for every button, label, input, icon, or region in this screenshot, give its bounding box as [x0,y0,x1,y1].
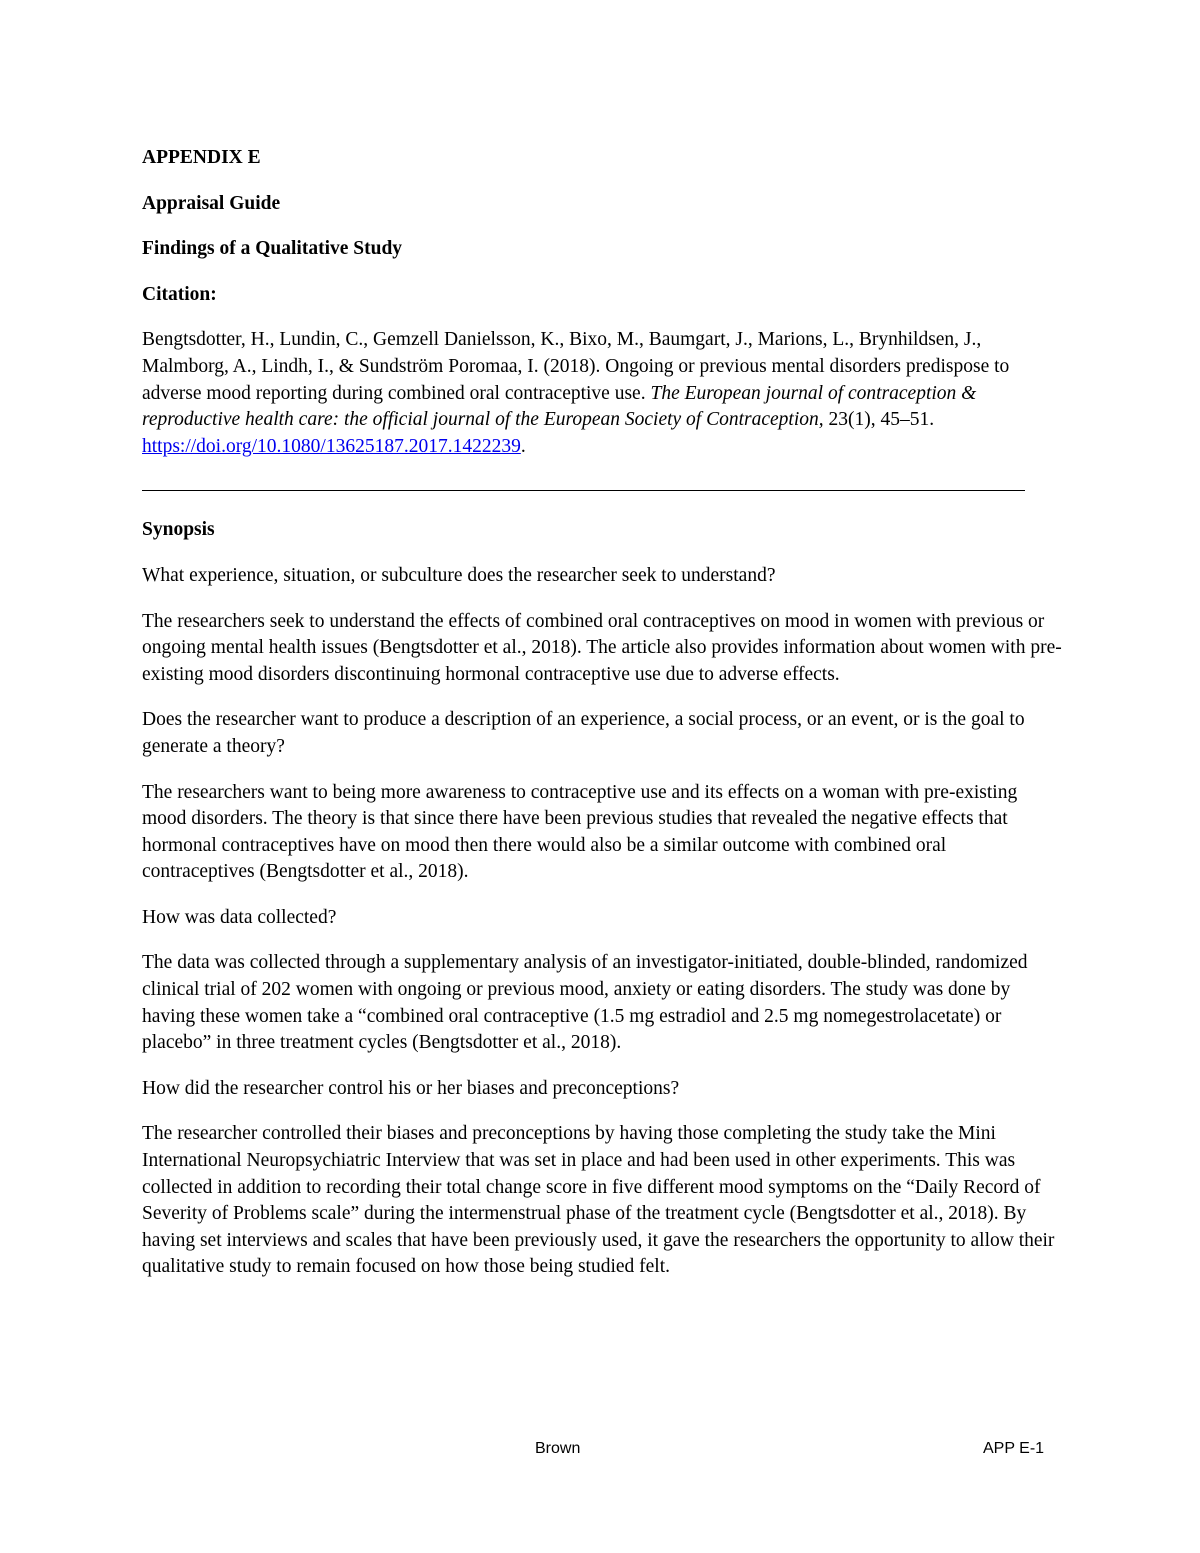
page-content [142,145,1062,1300]
footer-author: Brown [535,1440,581,1457]
citation-reference [142,327,1062,460]
study-type-title: Findings of a Qualitative Study [142,238,403,260]
guide-title: Appraisal Guide [142,192,281,214]
citation-authors-title: Bengtsdotter, H., Lundin, C., Gemzell Danielsson, K., Bixo, M., Baumgart, J., Marions, L., Brynhildsen, J., Malmborg, A., Lindh, I., & Sundström Poromaa, I. (2018). Ongoing or previous mental disorders predispose to adverse mood reporting during combined oral contraceptive use. [142,329,1010,404]
footer-page-number: APP E-1 [983,1440,1045,1457]
doi-trailing-period: . [520,435,526,457]
synopsis-question-3: How was data collected? [142,906,337,928]
synopsis-answer-2: The researchers want to being more awareness to contraceptive use and its effects on a woman with pre-existing mood disorders. The theory is that since there have been previous studies that revealed the negative effects that hormonal contraceptives have on mood then there would also be a similar outcome with combined oral contraceptives (Bengtsdotter et al., 2018). [142,781,1018,883]
synopsis-answer-3: The data was collected through a supplementary analysis of an investigator-initiated, double-blinded, randomized clinical trial of 202 women with ongoing or previous mood, anxiety or eating disorders. The study was done by having these women take a “combined oral contraceptive (1.5 mg estradiol and 2.5 mg nomegestrolacetate) or placebo” in three treatment cycles (Bengtsdotter et al., 2018). [142,952,1028,1054]
synopsis-answer-4: The researcher controlled their biases and preconceptions by having those completing the study take the Mini International Neuropsychiatric Interview that was set in place and had been used in other experiments. This was collected in addition to recording their total change score in five different mood symptoms on the “Daily Record of Severity of Problems scale” during the intermenstrual phase of the treatment cycle (Bengtsdotter et al., 2018). By having set interviews and scales that have been previously used, it gave the researchers the opportunity to allow their qualitative study to remain focused on how those being studied felt. [142,1123,1055,1278]
synopsis-question-1: What experience, situation, or subculture does the researcher seek to understand? [142,564,776,586]
citation-label: Citation: [142,283,217,305]
synopsis-heading: Synopsis [142,519,215,541]
appendix-title: APPENDIX E [142,147,261,168]
doi-link[interactable]: https://doi.org/10.1080/13625187.2017.1422239 [142,435,521,457]
citation-volume-pages: 23(1), 45–51. [823,409,935,431]
synopsis-answer-1: The researchers seek to understand the effects of combined oral contraceptives on mood in women with previous or ongoing mental health issues (Bengtsdotter et al., 2018). The article also provides information about women with pre-existing mood disorders discontinuing hormonal contraceptive use due to adverse effects. [142,610,1062,685]
section-divider [142,490,1025,491]
synopsis-question-2: Does the researcher want to produce a description of an experience, a social process, or an event, or is the goal to generate a theory? [142,709,1025,757]
synopsis-question-4: How did the researcher control his or her biases and preconceptions? [142,1077,680,1099]
citation-journal: The European journal of contraception & reproductive health care: the official journal of the European Society of Contraception, [142,382,977,431]
